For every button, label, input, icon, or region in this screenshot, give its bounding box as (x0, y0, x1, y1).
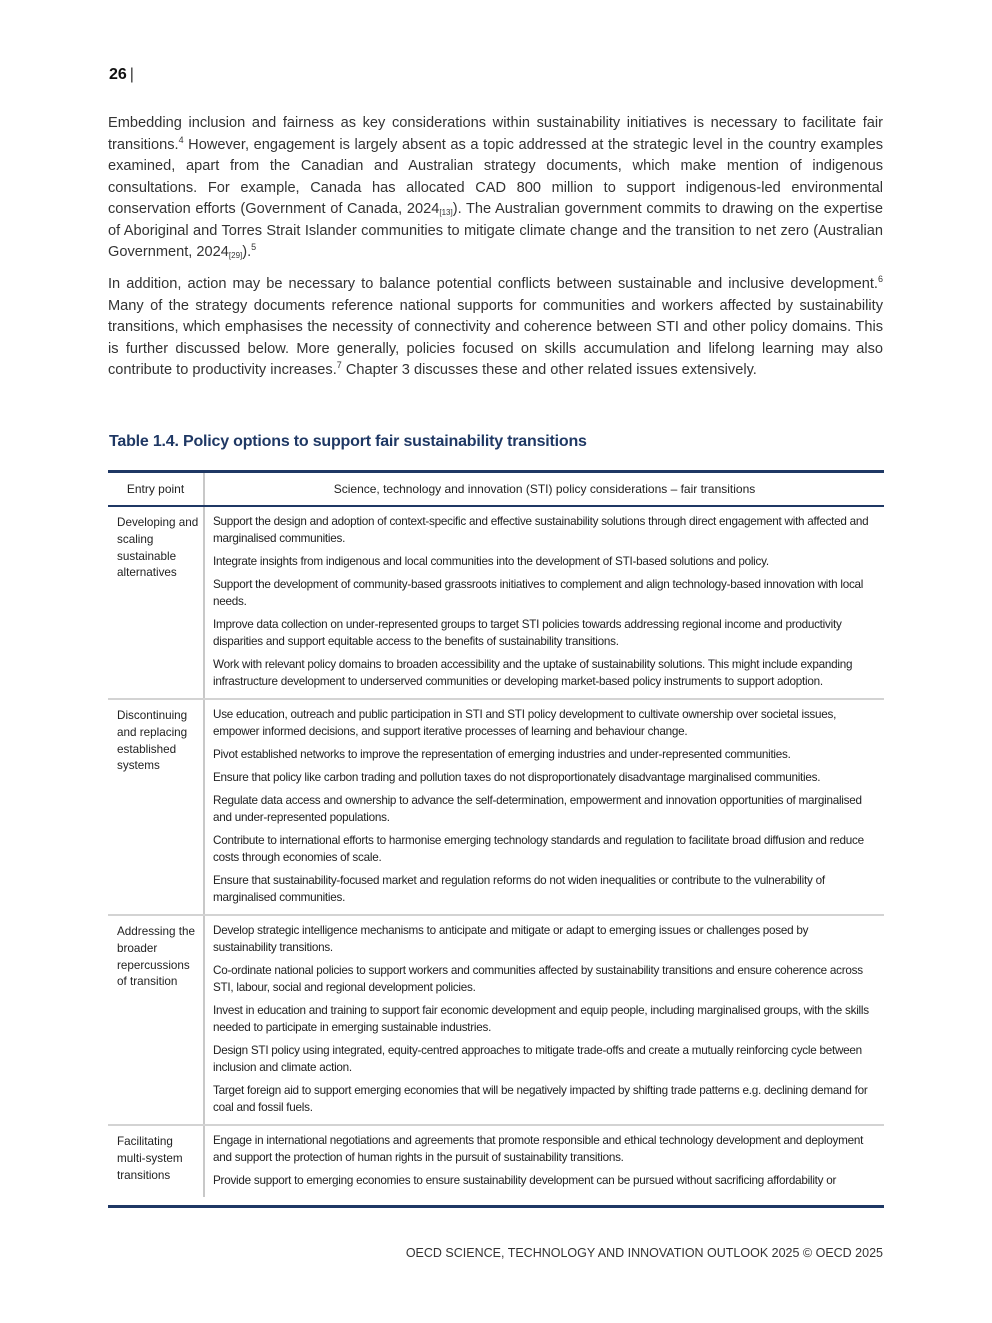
policy-item: Provide support to emerging economies to ensure sustainability development can be pursued without sacrificing affordability or (213, 1174, 837, 1187)
policy-considerations-cell (204, 506, 884, 699)
policy-item: Regulate data access and ownership to advance the self-determination, empowerment and innovation opportunities of marginalised and under-represented populations. (213, 794, 862, 824)
citation-ref: [29] (228, 251, 243, 260)
paragraph-text: Chapter 3 discusses these and other related issues extensively. (341, 362, 757, 378)
footnote-ref: 5 (251, 242, 257, 252)
paragraph-text: ). (242, 244, 252, 260)
policy-item: Develop strategic intelligence mechanisms to anticipate and mitigate or adapt to emerging issues or challenges posed by sustainability transitions. (213, 924, 809, 954)
header-policy-considerations: Science, technology and innovation (STI) policy considerations – fair transitions (204, 473, 884, 506)
body-paragraph-2 (108, 274, 883, 382)
footnote-ref: 4 (178, 134, 184, 145)
policy-item: Use education, outreach and public participation in STI and STI policy development to cultivate ownership over societal issues, empower informed decisions, and support iterative processes of learning and behaviour change. (213, 708, 837, 738)
policy-item: Pivot established networks to improve the representation of emerging industries and under-represented communities. (213, 748, 791, 761)
policy-item: Co-ordinate national policies to support workers and communities affected by sustainability transitions and ensure coherence across STI, labour, social and regional development policies. (213, 964, 863, 994)
table-row (108, 915, 884, 1125)
policy-item: Ensure that sustainability-focused market and regulation reforms do not widen inequalities or contribute to the vulnerability of marginalised communities. (213, 874, 825, 904)
table-row (108, 506, 884, 699)
paragraph-text: Embedding inclusion and fairness as key considerations within sustainability initiatives is necessary to facilitate fair transitions. (108, 115, 883, 153)
policy-item: Support the design and adoption of context-specific and effective sustainability solutions through direct engagement with affected and marginalised communities. (213, 515, 869, 545)
policy-item: Engage in international negotiations and agreements that promote responsible and ethical technology development and deployment and support the protection of human rights in the pursuit of sustainability transitions. (213, 1134, 864, 1164)
paragraph-text: In addition, action may be necessary to balance potential conflicts between sustainable and inclusive development. (108, 276, 878, 292)
policy-considerations-cell (204, 915, 884, 1125)
policy-item: Target foreign aid to support emerging economies that will be negatively impacted by shifting trade patterns e.g. declining demand for coal and fossil fuels. (213, 1084, 868, 1114)
policy-considerations-cell (204, 699, 884, 915)
entry-point-cell: Discontinuing and replacing established systems (108, 699, 204, 915)
entry-point-cell: Facilitating multi-system transitions (108, 1125, 204, 1197)
entry-point-cell: Addressing the broader repercussions of transition (108, 915, 204, 1125)
policy-item: Contribute to international efforts to harmonise emerging technology standards and regulation to facilitate broad diffusion and reduce costs through economies of scale. (213, 834, 864, 864)
entry-point-cell: Developing and scaling sustainable alternatives (108, 506, 204, 699)
page-number-separator: | (129, 66, 134, 83)
policy-item: Support the development of community-based grassroots initiatives to complement and align technology-based innovation with local needs. (213, 578, 864, 608)
page-number (109, 66, 134, 84)
table-title: Table 1.4. Policy options to support fair sustainability transitions (109, 433, 587, 450)
page-footer: OECD SCIENCE, TECHNOLOGY AND INNOVATION OUTLOOK 2025 © OECD 2025 (405, 1246, 883, 1260)
table-header-row (108, 473, 884, 506)
policy-item: Ensure that policy like carbon trading and pollution taxes do not disproportionately disadvantage marginalised communities. (213, 771, 821, 784)
paragraph-text: ). The Australian government commits to drawing on the expertise of Aboriginal and Torres Strait Islander communities to mitigate climate change and the transition to net zero (Australian Government, 2024 (108, 201, 884, 260)
policy-item: Invest in education and training to support fair economic development and equip people, including marginalised groups, with the skills needed to participate in emerging sustainable industries. (213, 1004, 869, 1034)
header-entry-point: Entry point (108, 473, 204, 506)
body-paragraph-1 (108, 113, 883, 264)
footnote-ref: 7 (336, 360, 342, 370)
citation-ref: [13] (439, 208, 453, 217)
policy-item: Improve data collection on under-represented groups to target STI policies towards addressing regional income and productivity disparities and support equitable access to the benefits of sustainability transitions. (213, 618, 842, 648)
policy-considerations-cell (204, 1125, 884, 1197)
footnote-ref: 6 (877, 274, 883, 284)
paragraph-text: Many of the strategy documents reference national supports for communities and workers affected by sustainability transitions, which emphasises the necessity of connectivity and coherence between STI and other policy domains. This is further discussed below. More generally, policies focused on skills accumulation and lifelong learning may also contribute to productivity increases. (108, 297, 883, 378)
table-row (108, 1125, 884, 1197)
paragraph-text: However, engagement is largely absent as a topic addressed at the strategic level in the country examples examined, apart from the Canadian and Australian strategy documents, which make mention of indigenous consultations. For example, Canada has allocated CAD 800 million to support indigenous-led environmental conservation efforts (Government of Canada, 2024 (108, 136, 883, 217)
table-body (108, 506, 884, 1197)
policy-item: Design STI policy using integrated, equity-centred approaches to mitigate trade-offs and create a mutually reinforcing cycle between inclusion and climate action. (213, 1044, 862, 1074)
policy-table (108, 470, 884, 1208)
page-number-value: 26 (109, 66, 127, 83)
policy-item: Integrate insights from indigenous and local communities into the development of STI-based solutions and policy. (213, 555, 769, 568)
table-row (108, 699, 884, 915)
policy-item: Work with relevant policy domains to broaden accessibility and the uptake of sustainability solutions. This might include expanding infrastructure development to underserved communities or developing market-based policy instruments to support adoption. (213, 658, 853, 688)
